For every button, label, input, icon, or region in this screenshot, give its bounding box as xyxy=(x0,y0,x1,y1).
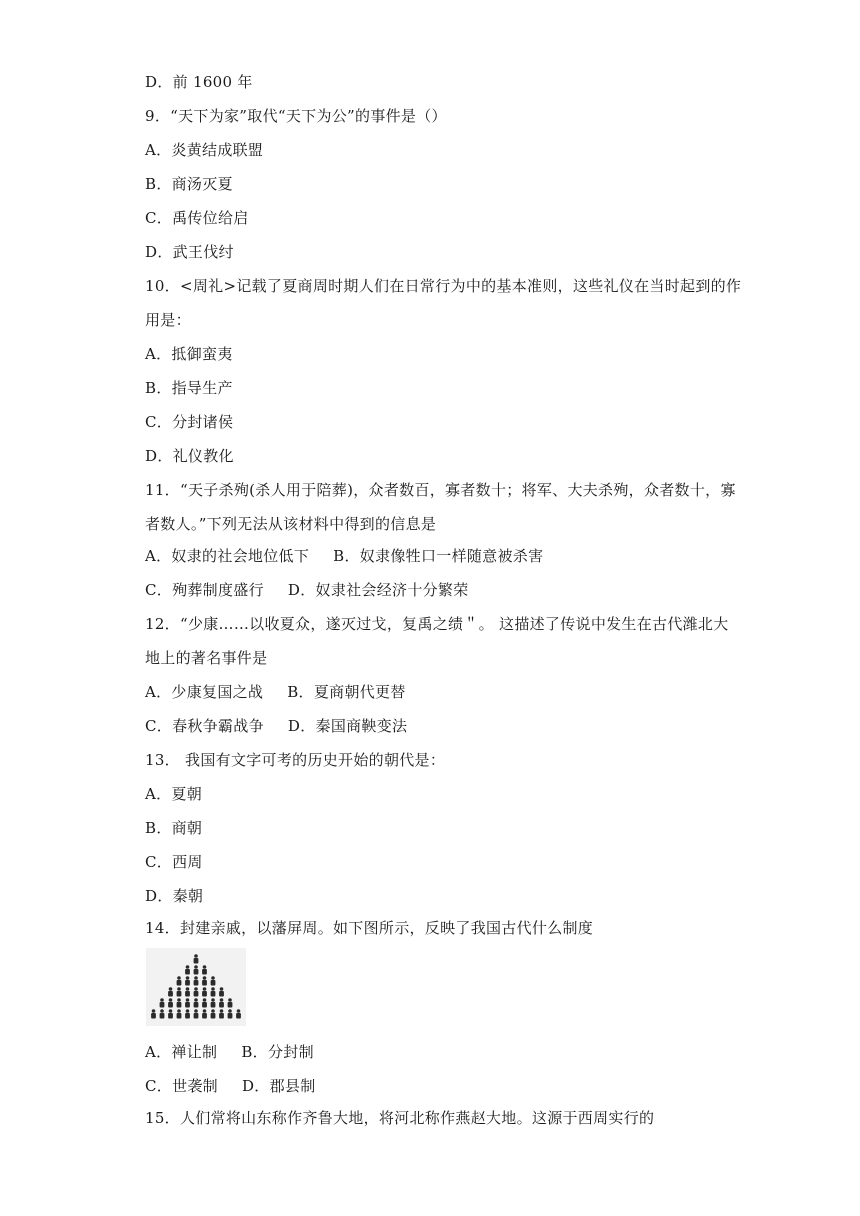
question-11: 11．“天子杀殉(杀人用于陪葬)，众者数百，寡者数十；将军、大夫杀殉，众者数十，寡 xyxy=(145,481,736,499)
options-cd-q14 xyxy=(145,1076,316,1096)
pyramid-figure-person xyxy=(211,998,216,1007)
pyramid-figure-person xyxy=(185,1009,190,1018)
option-a-q13: A．夏朝 xyxy=(145,785,203,803)
option-c-q13: C．西周 xyxy=(145,853,203,871)
option-b-q11: B．奴隶像牲口一样随意被杀害 xyxy=(333,547,544,565)
pyramid-figure-person xyxy=(168,998,173,1007)
pyramid-figure-person xyxy=(228,1009,233,1018)
pyramid-figure-person xyxy=(211,1009,216,1018)
pyramid-figure-person xyxy=(194,1009,199,1018)
pyramid-figure-person xyxy=(160,998,165,1007)
pyramid-figure-person xyxy=(185,965,190,974)
pyramid-figure-person xyxy=(202,965,207,974)
option-b-q14: B．分封制 xyxy=(241,1043,314,1061)
options-cd-q12 xyxy=(145,716,407,736)
option-c-q12: C．春秋争霸战争 xyxy=(145,717,264,735)
pyramid-figure-person xyxy=(202,1009,207,1018)
pyramid-figure-person xyxy=(168,987,173,996)
enfeoffment-pyramid-image xyxy=(146,948,246,1026)
pyramid-figure-person xyxy=(185,987,190,996)
pyramid-figure-person xyxy=(228,998,233,1007)
pyramid-figure-person xyxy=(194,998,199,1007)
option-a-q9: A．炎黄结成联盟 xyxy=(145,141,264,159)
option-d-q12: D．秦国商鞅变法 xyxy=(287,717,408,735)
option-a-q11: A．奴隶的社会地位低下 xyxy=(145,547,310,565)
pyramid-figure-person xyxy=(194,965,199,974)
option-a-q10: A．抵御蛮夷 xyxy=(145,345,233,363)
option-d-q11: D．奴隶社会经济十分繁荣 xyxy=(287,581,469,599)
pyramid-figure-person xyxy=(211,976,216,985)
pyramid-figure-person xyxy=(177,998,182,1007)
option-b-q10: B．指导生产 xyxy=(145,379,233,397)
pyramid-figure-person xyxy=(202,976,207,985)
pyramid-figure-person xyxy=(219,987,224,996)
option-d-q13: D．秦朝 xyxy=(145,887,204,905)
question-10: 10．<周礼>记载了夏商周时期人们在日常行为中的基本准则，这些礼仪在当时起到的作 xyxy=(145,277,742,295)
options-ab-q11 xyxy=(145,546,543,566)
option-d-q8: D．前 1600 年 xyxy=(145,73,253,91)
pyramid-figure-person xyxy=(202,998,207,1007)
question-9: 9．“天下为家”取代“天下为公”的事件是（） xyxy=(145,107,447,125)
pyramid-figure-person xyxy=(194,987,199,996)
option-d-q10: D．礼仪教化 xyxy=(145,447,234,465)
pyramid-figure-person xyxy=(151,1009,156,1018)
pyramid-figure-person xyxy=(177,976,182,985)
option-a-q14: A．禅让制 xyxy=(145,1043,218,1061)
question-15: 15．人们常将山东称作齐鲁大地，将河北称作燕赵大地。这源于西周实行的 xyxy=(145,1109,655,1127)
pyramid-figure-person xyxy=(194,954,199,963)
option-b-q13: B．商朝 xyxy=(145,819,203,837)
pyramid-figure-person xyxy=(211,987,216,996)
pyramid-figure-person xyxy=(219,998,224,1007)
question-14: 14．封建亲戚，以藩屏周。如下图所示，反映了我国古代什么制度 xyxy=(145,919,594,937)
option-c-q9: C．禹传位给启 xyxy=(145,209,249,227)
options-cd-q11 xyxy=(145,580,469,600)
pyramid-figure-person xyxy=(185,998,190,1007)
option-c-q14: C．世袭制 xyxy=(145,1077,218,1095)
question-13: 13． 我国有文字可考的历史开始的朝代是： xyxy=(145,751,446,769)
pyramid-figure-person xyxy=(160,1009,165,1018)
option-b-q12: B．夏商朝代更替 xyxy=(287,683,406,701)
pyramid-figure-person xyxy=(202,987,207,996)
option-c-q11: C．殉葬制度盛行 xyxy=(145,581,264,599)
question-10-continued: 用是： xyxy=(145,311,191,329)
question-11-continued: 者数人。”下列无法从该材料中得到的信息是 xyxy=(145,515,437,533)
pyramid-figure-person xyxy=(194,976,199,985)
pyramid-figure-person xyxy=(177,1009,182,1018)
option-d-q14: D．郡县制 xyxy=(241,1077,316,1095)
question-12-continued: 地上的著名事件是 xyxy=(145,649,268,667)
option-b-q9: B．商汤灭夏 xyxy=(145,175,233,193)
question-12: 12．“少康……以收夏众，遂灭过戈，复禹之绩＂。 这描述了传说中发生在古代潍北大 xyxy=(145,615,729,633)
options-ab-q12 xyxy=(145,682,406,702)
option-c-q10: C．分封诸侯 xyxy=(145,413,234,431)
pyramid-figure-person xyxy=(185,976,190,985)
pyramid-figure-person xyxy=(177,987,182,996)
pyramid-figure-person xyxy=(236,1009,241,1018)
pyramid-figure-person xyxy=(168,1009,173,1018)
option-d-q9: D．武王伐纣 xyxy=(145,243,234,261)
pyramid-figure-person xyxy=(219,1009,224,1018)
options-ab-q14 xyxy=(145,1042,314,1062)
option-a-q12: A．少康复国之战 xyxy=(145,683,264,701)
pyramid-figure xyxy=(146,948,246,1026)
